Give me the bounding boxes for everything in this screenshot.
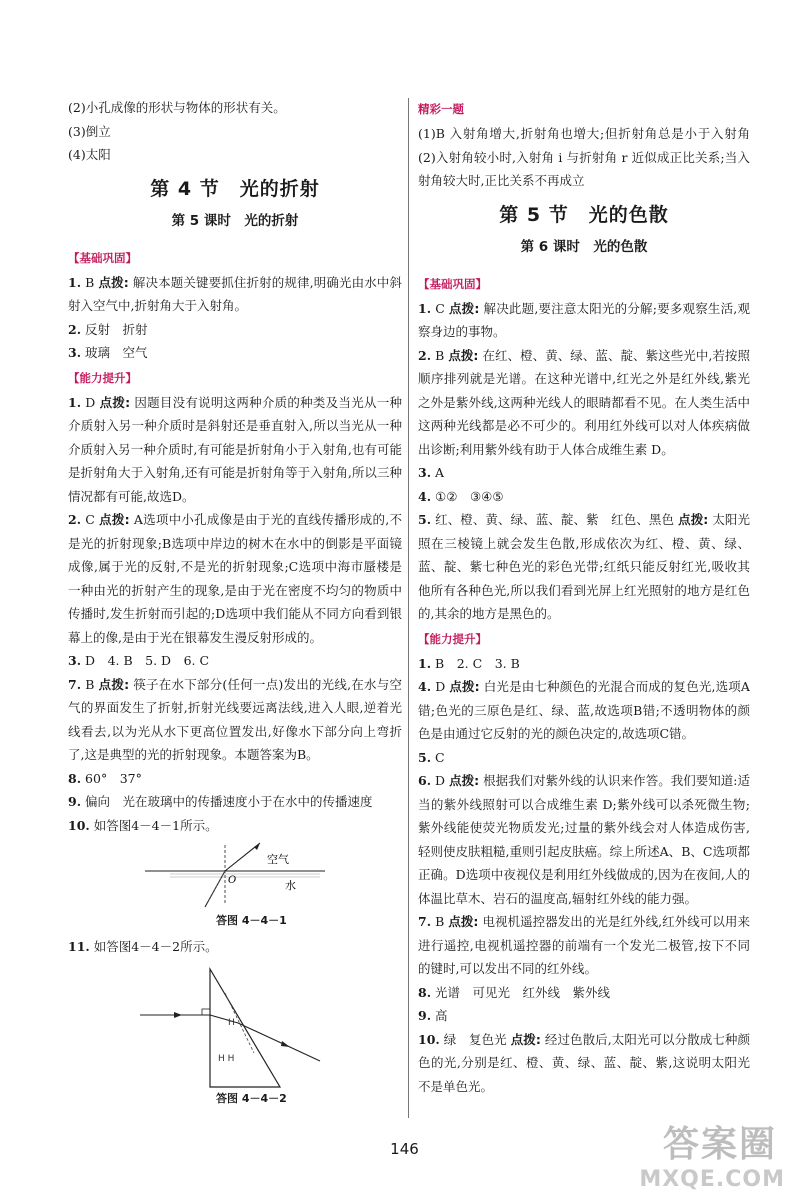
item-answer: D [435,679,446,694]
item-number: 2. [68,512,82,527]
item-number: 7. [418,914,432,929]
item-key-label: 点拨: [99,394,131,410]
item-number: 3. [68,653,82,668]
answer-item [418,508,750,626]
item-explanation: 电视机遥控器发出的光是红外线,红外线可以用来进行遥控,电视机遥控器的前端有一个发光二极管,按下不同的键时,可以发出不同的红外线。 [418,914,750,976]
jingcai-answer: (1)B 入射角增大,折射角也增大;但折射角总是小于入射角 (2)入射角较小时,入射角 i 与折射角 r 近似成正比关系;当入射角较大时,正比关系不再成立 [418,126,763,188]
left-column [68,96,402,1113]
answer-item [68,767,402,791]
item-key-label: 点拨: [448,347,479,363]
item-number: 5. [418,512,432,527]
intro-line: (3)倒立 [68,123,111,139]
item-number: 3. [68,345,82,360]
figure-caption: 答图 4－4－2 [216,1091,287,1105]
answer-item [418,910,750,981]
answer-item [68,391,402,509]
answer-list-ability [418,652,750,1099]
page-number: 146 [390,1140,419,1158]
answer-item [68,673,402,767]
item-answer: C [435,749,445,765]
item-answer: 高 [435,1008,448,1023]
item-answer: D [85,394,96,410]
item-answer: C [85,512,95,527]
item-answer: D [435,773,446,788]
item-explanation: A选项中小孔成像是由于光的直线传播形成的,不是光的折射现象;B选项中岸边的树木在水中的倒影是平面镜成像,属于光的反射,不是光的折射现象;C选项中海市蜃楼是一种由光的折射产生的现象,是由于光在密度不均匀的物质中传播时,发生折射而引起的;D选项中我们能从不同方向看到银幕上的像,是由于光在银幕发生漫反射形成的。 [68,512,403,645]
item-number: 10. [418,1031,440,1047]
svg-text:H H: H H [218,1053,235,1064]
label-water: 水 [285,879,296,892]
item-answer: 光谱 可见光 红外线 紫外线 [435,984,611,1000]
item-answer: ①② ③④⑤ [435,488,504,504]
item-explanation: 解决本题关键要抓住折射的规律,明确光由水中斜射入空气中,折射角大于入射角。 [68,274,402,313]
item-number: 5. [418,749,432,765]
item-answer: 如答图4－4－2所示。 [93,939,218,954]
item-answer: 绿 复色光 [443,1031,507,1047]
answer-list-ability [68,391,402,838]
item-answer: B [85,676,95,692]
lesson-title: 第 6 课时 光的色散 [520,238,648,255]
answer-item [418,769,750,910]
intro-line: (2)小孔成像的形状与物体的形状有关。 [68,100,286,115]
item-explanation: 太阳光照在三棱镜上就会发生色散,形成依次为红、橙、黄、绿、蓝、靛、紫七种色光的彩色光带;红纸只能反射红光,吸收其他所有各种色光,所以我们看到光屏上红光照射的地方是红色的,其余的地方是黑色的。 [418,512,750,621]
item-answer: 反射 折射 [85,321,148,337]
answer-item [68,341,402,365]
item-number: 1. [418,300,432,316]
item-number: 9. [68,794,82,809]
prism-diagram [130,963,340,1091]
answer-item [418,746,750,770]
item-number: 9. [418,1008,432,1023]
item-explanation: 解决此题,要注意太阳光的分解;要多观察生活,观察身边的事物。 [418,300,750,339]
item-number: 2. [418,347,432,363]
item-answer: 红、橙、黄、绿、蓝、靛、紫 红色、黑色 [435,512,675,527]
item-key-label: 点拨: [449,679,480,694]
item-key-label: 点拨: [98,274,129,290]
item-answer: B [435,347,445,363]
tag-ability: 【能力提升】 [68,370,137,385]
item-number: 6. [418,773,432,788]
figure-caption: 答图 4－4－1 [216,914,287,927]
item-key-label: 点拨: [448,914,479,929]
item-number: 11. [68,939,90,954]
answer-item [418,675,750,746]
answer-item [418,981,750,1005]
item-answer: A [435,465,445,480]
answer-item [68,508,402,649]
item-number: 3. [418,465,432,480]
section-title: 第 4 节 光的折射 [150,177,320,200]
answer-list-basic [418,297,750,626]
intro-line: (4)太阳 [68,147,111,162]
answer-item [68,318,402,342]
label-o: O [228,875,237,886]
item-explanation: 白光是由七种颜色的光混合而成的复色光,选项A错;色光的三原色是红、绿、蓝,故选项B错;不透明物体的颜色是由通过它反射的光的颜色决定的,故选项C错。 [418,679,750,741]
item-answer: D 4. B 5. D 6. C [85,653,210,668]
tag-ability: 【能力提升】 [418,631,487,646]
item-answer: B [85,274,95,290]
answer-item [68,814,402,838]
figure-prism [68,963,402,1107]
answer-item [68,649,402,673]
label-air: 空气 [267,853,289,866]
item-key-label: 点拨: [678,512,709,527]
item-explanation: 根据我们对紫外线的认识来作答。我们要知道:适当的紫外线照射可以合成维生素 D;紫外线可以杀死微生物;紫外线能使荧光物质发光;过量的紫外线会对人体造成伤害,轻则使皮肤粗糙,重则引起皮肤癌。综上所述A、B、C选项都正确。D选项中夜视仪是利用红外线做成的,因为在夜间,人的体温比草木、岩石的温度高,辐射红外线的能力强。 [418,773,750,906]
watermark-text-bottom: MXQE.COM [639,1167,785,1192]
svg-text:H: H [228,1017,235,1028]
refraction-diagram [135,841,335,913]
item-number: 8. [418,984,432,1000]
item-answer: C [435,300,445,316]
answer-item [418,461,750,485]
answer-item [418,1028,750,1099]
item-number: 4. [418,488,432,504]
item-explanation: 在红、橙、黄、绿、蓝、靛、紫这些光中,若按照顺序排列就是光谱。在这种光谱中,红光之外是红外线,紫光之外是紫外线,这两种光线人的眼睛都看不见。在人类生活中这两种光线都是必不可少的。利用红外线可以对人体疾病做出诊断;利用紫外线有助于人体合成维生素 D。 [418,347,750,457]
section-title: 第 5 节 光的色散 [499,203,669,226]
item-number: 1. [68,274,82,290]
item-answer: B 2. C 3. B [435,655,520,671]
item-key-label: 点拨: [510,1031,541,1047]
item-answer: 如答图4－4－1所示。 [93,817,218,833]
watermark-text-top: 答案圈 [662,1124,777,1165]
item-key-label: 点拨: [99,512,130,527]
answer-item [418,1004,750,1028]
answer-item [418,297,750,344]
item-explanation: 因题目没有说明这两种介质的种类及当光从一种介质射入另一种介质时是斜射还是垂直射入,所以当光从一种介质射入另一种介质时,有可能是折射角小于入射角,也有可能是折射角大于入射角,还有可能是折射角等于入射角,所以三种情况都有可能,故选D。 [68,394,402,504]
item-number: 7. [68,676,82,692]
item-explanation: 经过色散后,太阳光可以分散成七种颜色的光,分别是红、橙、黄、绿、蓝、靛、紫,这说明太阳光不是单色光。 [418,1031,750,1094]
item-number: 8. [68,770,82,786]
column-divider [408,98,409,1118]
answer-item [68,271,402,318]
tag-basic: 【基础巩固】 [68,250,137,265]
figure-refraction-water [68,841,402,929]
item-number: 10. [68,817,90,833]
item-number: 4. [418,679,432,694]
answer-item [418,485,750,509]
answer-item [418,344,750,462]
item-key-label: 点拨: [449,773,480,788]
item-explanation: 筷子在水下部分(任何一点)发出的光线,在水与空气的界面发生了折射,折射光线要远离法线,进入人眼,逆着光线看去,以为光从水下更高位置发出,好像水下部分向上弯折了,这是典型的光的折射现象。本题答案为B。 [68,676,402,762]
item-number: 1. [418,655,432,671]
answer-list-basic [68,271,402,365]
item-number: 2. [68,321,82,337]
tag-basic: 【基础巩固】 [418,276,487,291]
item-key-label: 点拨: [448,300,480,316]
item-answer: 偏向 光在玻璃中的传播速度小于在水中的传播速度 [85,794,373,809]
item-answer: B [435,914,445,929]
answer-item [418,652,750,676]
right-column [418,96,763,1098]
answer-item [68,790,402,814]
answer-item [68,935,402,959]
lesson-title: 第 5 课时 光的折射 [171,212,299,229]
item-number: 1. [68,394,82,410]
item-answer: 60° 37° [85,770,142,786]
item-key-label: 点拨: [98,676,130,692]
tag-jingcai: 精彩一题 [418,102,464,116]
item-answer: 玻璃 空气 [85,345,148,360]
watermark-logo [605,1116,795,1194]
